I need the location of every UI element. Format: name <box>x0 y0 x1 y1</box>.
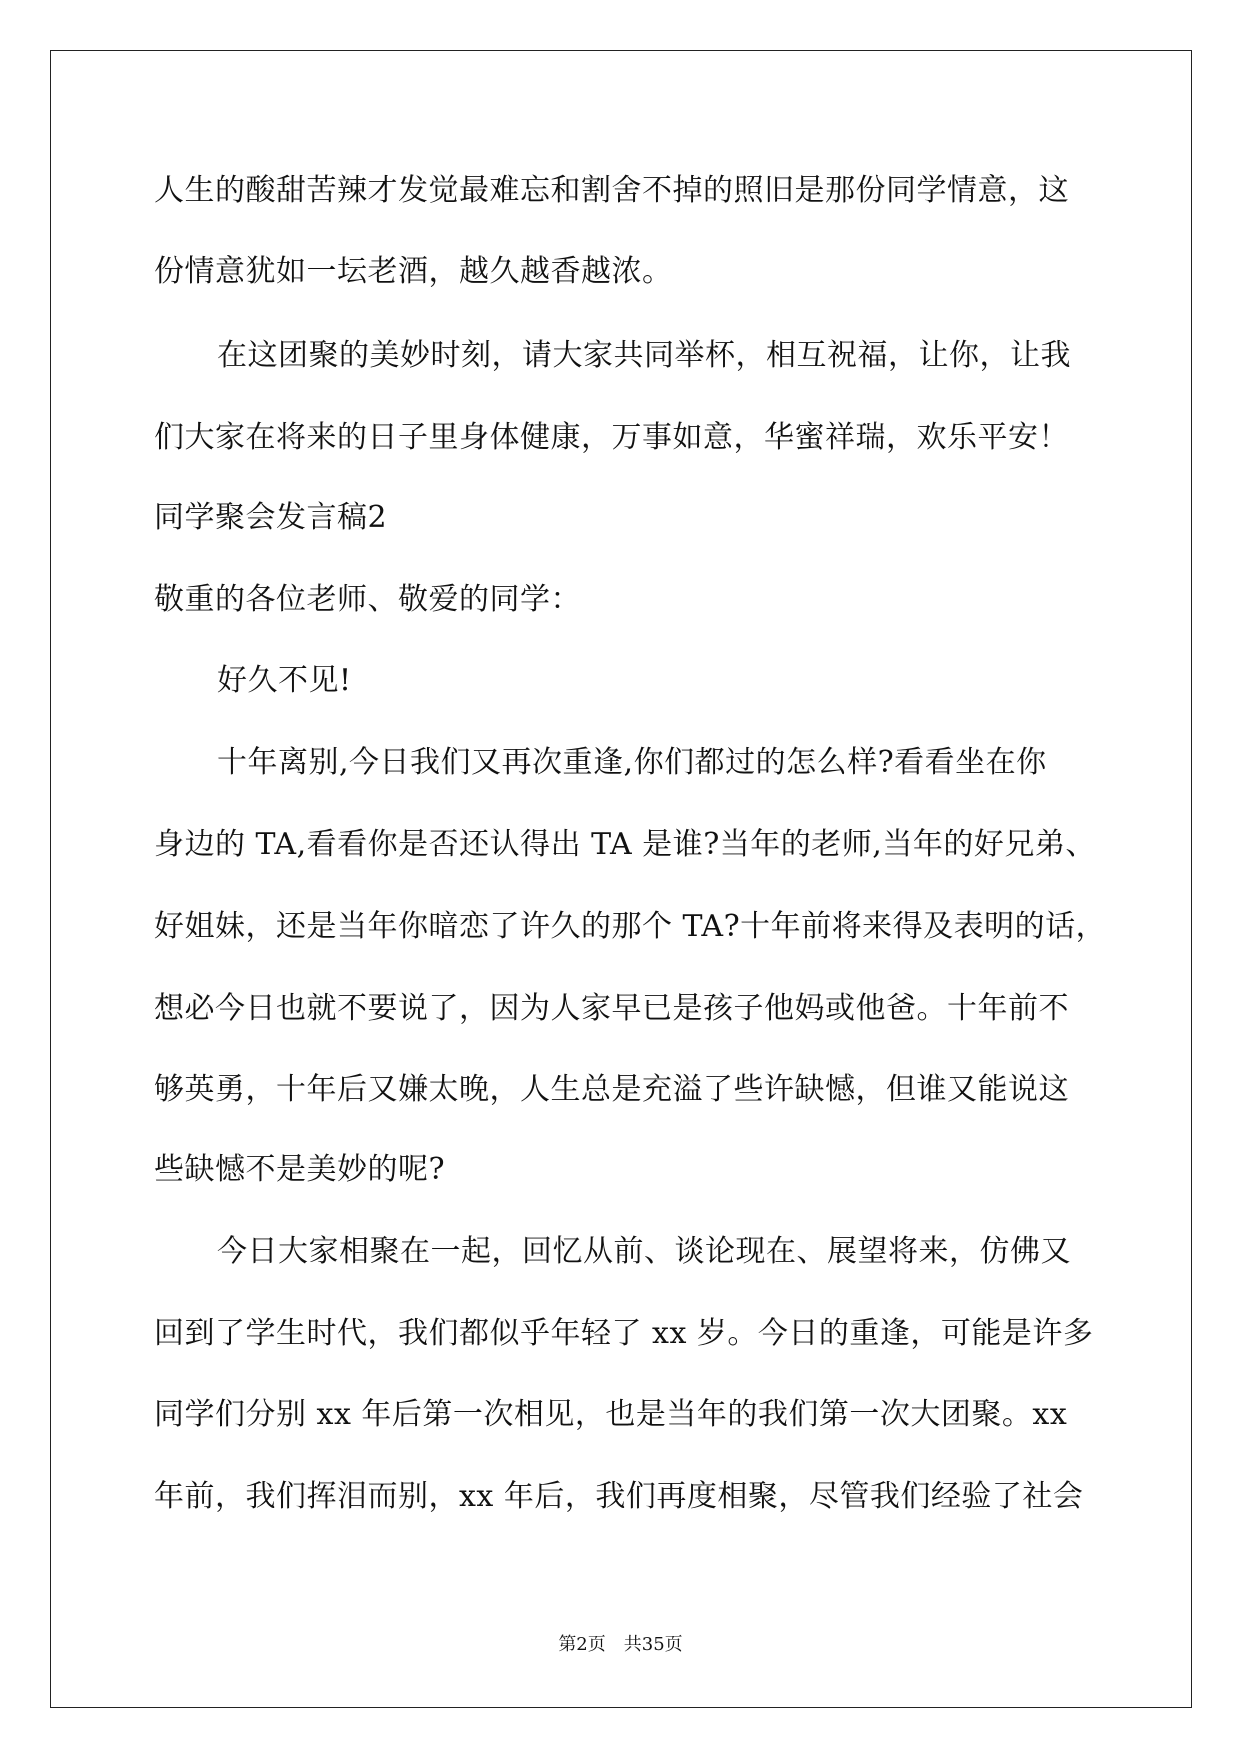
body-text-line: 身边的 TA,看看你是否还认得出 TA 是谁?当年的老师,当年的好兄弟、 <box>154 827 1096 862</box>
section-title: 同学聚会发言稿2 <box>154 500 388 535</box>
paragraph-first-line: 十年离别,今日我们又再次重逢,你们都过的怎么样?看看坐在你 <box>217 745 1047 780</box>
body-text-line: 年前，我们挥泪而别，xx 年后，我们再度相聚，尽管我们经验了社会 <box>154 1479 1084 1514</box>
body-text-line: 人生的酸甜苦辣才发觉最难忘和割舍不掉的照旧是那份同学情意，这 <box>154 173 1069 208</box>
body-text-line: 些缺憾不是美妙的呢? <box>154 1152 446 1187</box>
body-text-line: 同学们分别 xx 年后第一次相见，也是当年的我们第一次大团聚。xx <box>154 1397 1068 1432</box>
page-number-footer: 第2页 共35页 <box>558 1634 683 1655</box>
body-text-line: 们大家在将来的日子里身体健康，万事如意，华蜜祥瑞，欢乐平安！ <box>154 420 1069 455</box>
body-text-line: 够英勇，十年后又嫌太晚，人生总是充溢了些许缺憾，但谁又能说这 <box>154 1072 1069 1107</box>
body-text-line: 好姐妹，还是当年你暗恋了许久的那个 TA?十年前将来得及表明的话， <box>154 909 1107 944</box>
paragraph-first-line: 今日大家相聚在一起，回忆从前、谈论现在、展望将来，仿佛又 <box>217 1234 1071 1269</box>
body-text-line: 份情意犹如一坛老酒，越久越香越浓。 <box>154 254 673 289</box>
paragraph-first-line: 在这团聚的美妙时刻，请大家共同举杯，相互祝福，让你，让我 <box>217 338 1071 373</box>
body-text-line: 想必今日也就不要说了，因为人家早已是孩子他妈或他爸。十年前不 <box>154 991 1069 1026</box>
paragraph-first-line: 好久不见! <box>217 663 352 698</box>
body-text-line: 回到了学生时代，我们都似乎年轻了 xx 岁。今日的重逢，可能是许多 <box>154 1316 1094 1351</box>
salutation: 敬重的各位老师、敬爱的同学： <box>154 582 581 617</box>
page-border <box>50 50 1192 1708</box>
